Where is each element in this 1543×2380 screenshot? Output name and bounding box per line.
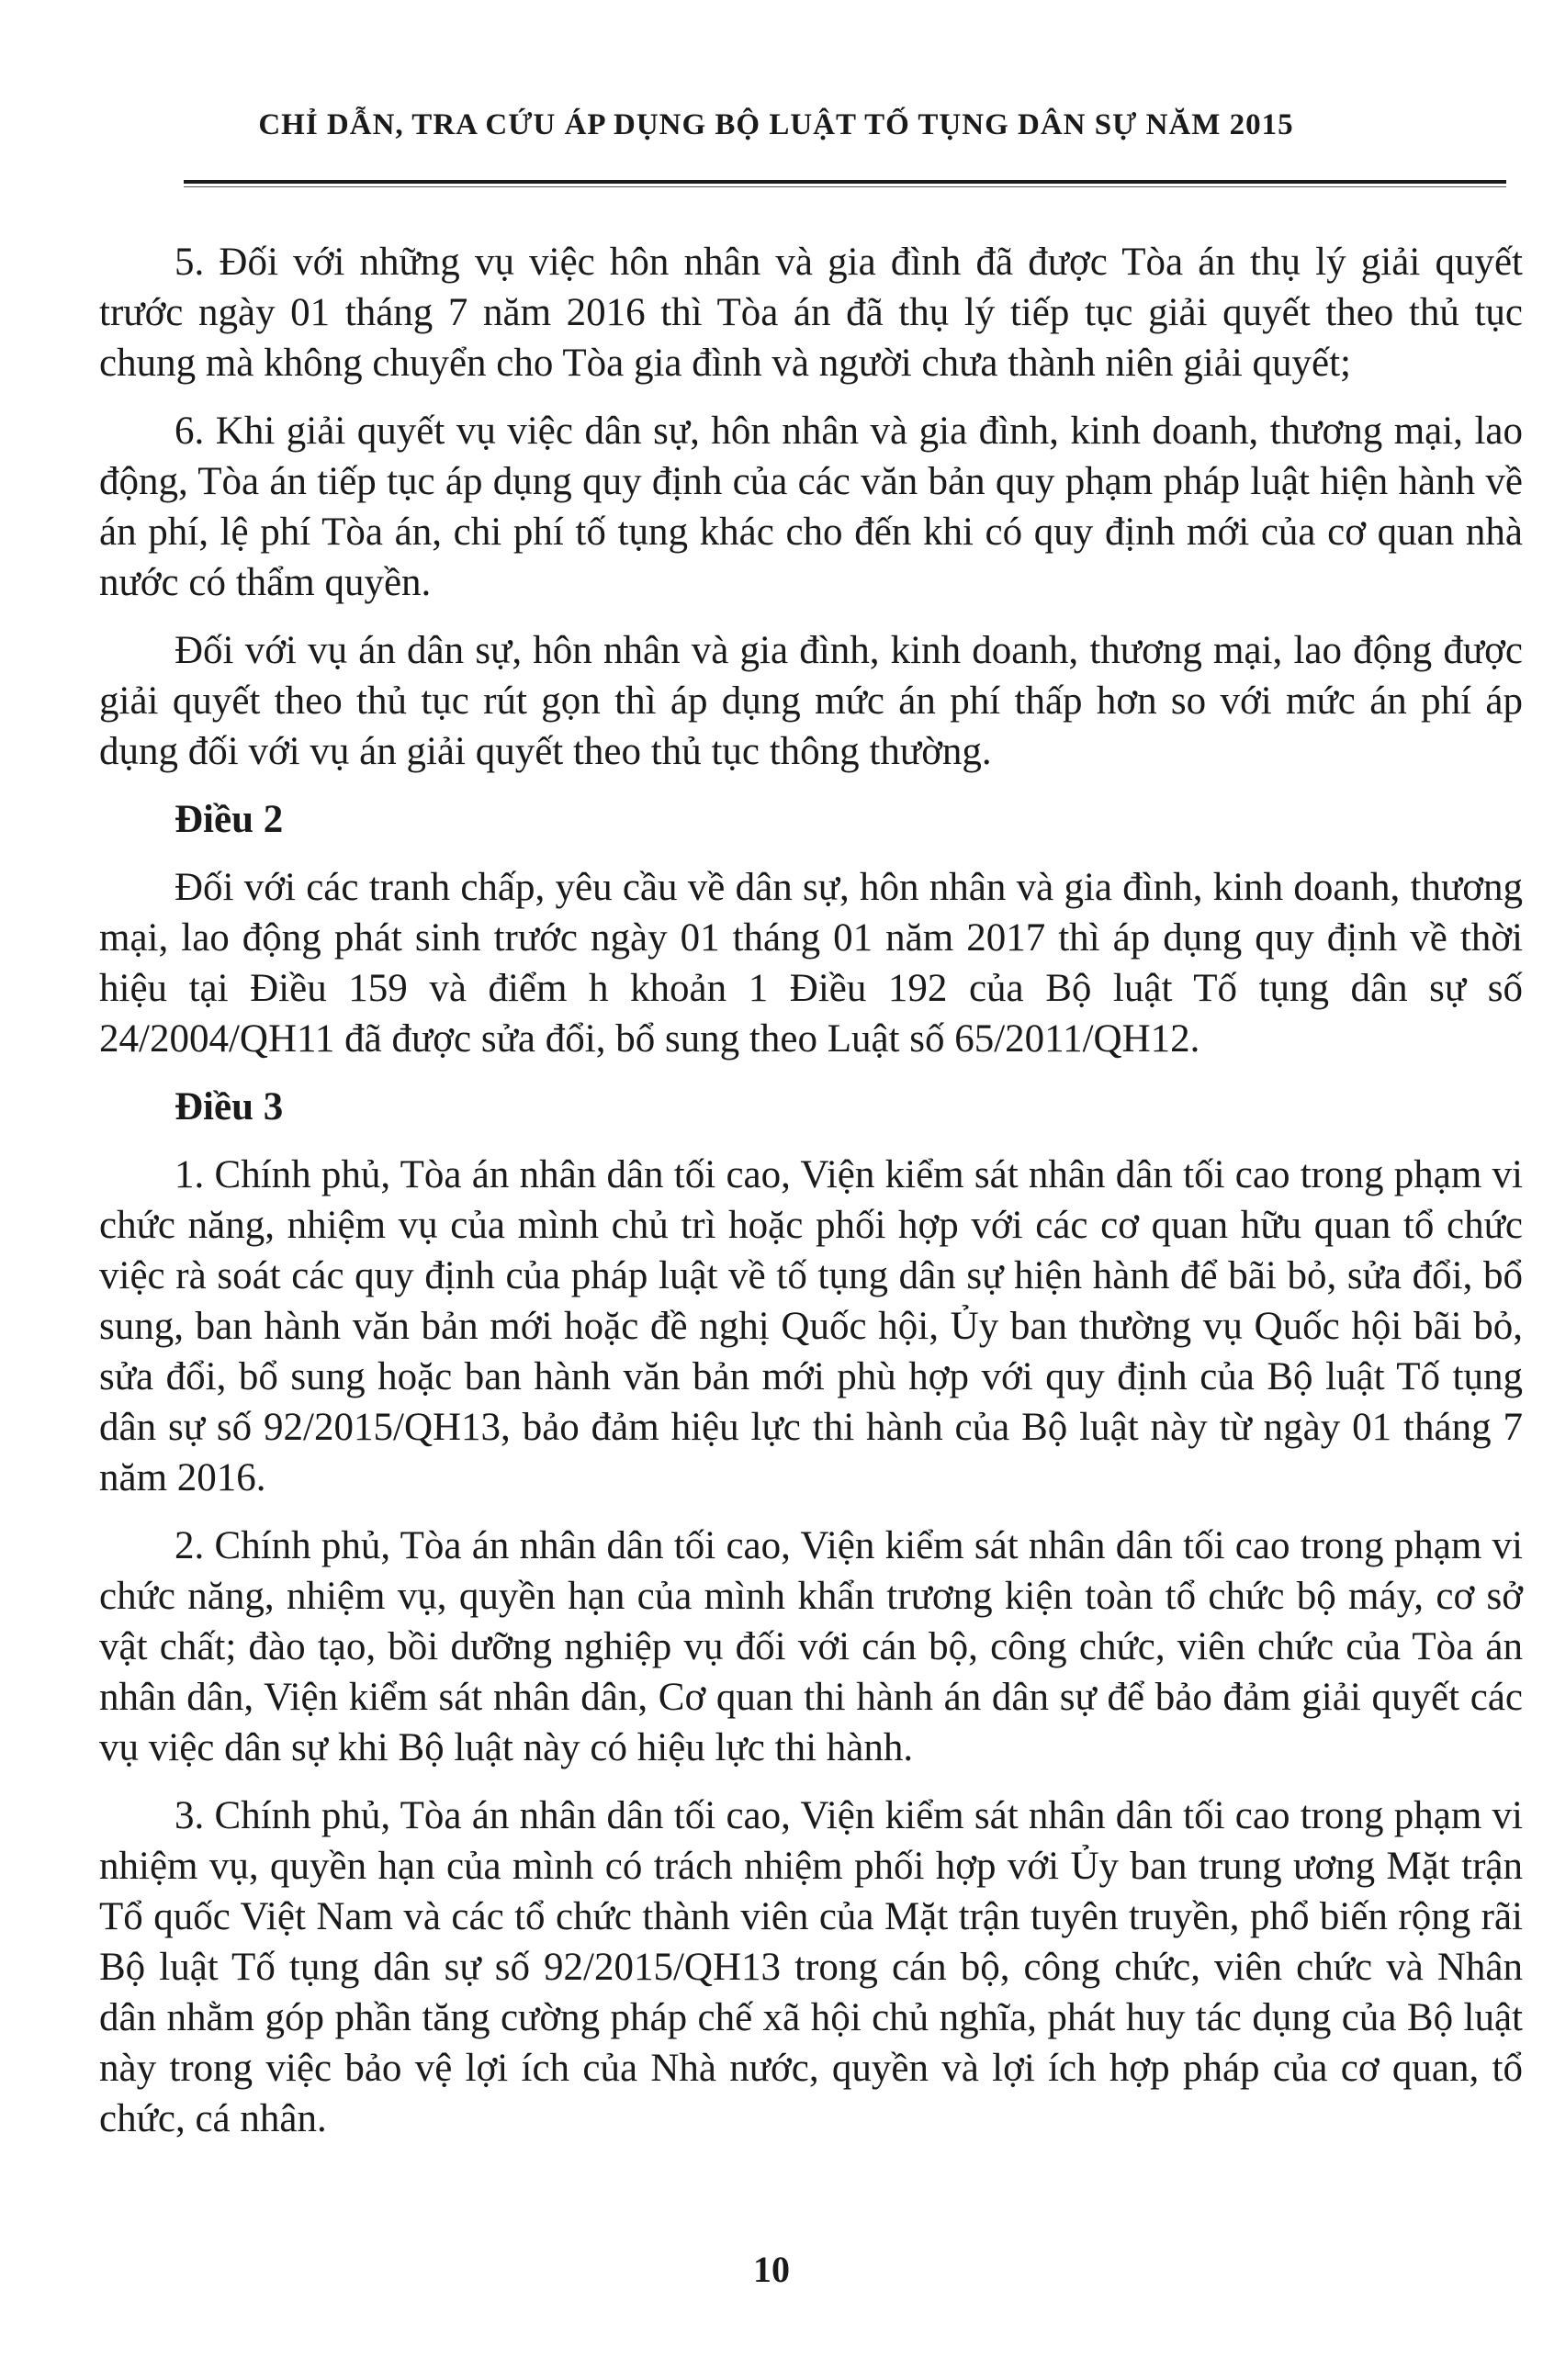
article-3-heading: Điều 3 [175,1085,284,1128]
paragraph-item-5: 5. Đối với những vụ việc hôn nhân và gia đình đã được Tòa án thụ lý giải quyết trước ngày 01 tháng 7 năm 2016 thì Tòa án đã thụ lý tiếp tục giải quyết theo thủ tục chung mà không chuyển cho Tòa gia đình và người chưa thành niên giải quyết; [99,241,1523,385]
body-text [99,237,1523,2161]
article-2-heading: Điều 2 [175,798,284,841]
header-rule [184,180,1506,184]
article-3-clause-2: 2. Chính phủ, Tòa án nhân dân tối cao, Viện kiểm sát nhân dân tối cao trong phạm vi chức năng, nhiệm vụ, quyền hạn của mình khẩn trương kiện toàn tổ chức bộ máy, cơ sở vật chất; đào tạo, bồi dưỡng nghiệp vụ đối với cán bộ, công chức, viên chức của Tòa án nhân dân, Viện kiểm sát nhân dân, Cơ quan thi hành án dân sự để bảo đảm giải quyết các vụ việc dân sự khi Bộ luật này có hiệu lực thi hành. [99,1524,1523,1769]
article-3-clause-1: 1. Chính phủ, Tòa án nhân dân tối cao, Viện kiểm sát nhân dân tối cao trong phạm vi chức năng, nhiệm vụ của mình chủ trì hoặc phối hợp với các cơ quan hữu quan tổ chức việc rà soát các quy định của pháp luật về tố tụng dân sự hiện hành để bãi bỏ, sửa đổi, bổ sung, ban hành văn bản mới hoặc đề nghị Quốc hội, Ủy ban thường vụ Quốc hội bãi bỏ, sửa đổi, bổ sung hoặc ban hành văn bản mới phù hợp với quy định của Bộ luật Tố tụng dân sự số 92/2015/QH13, bảo đảm hiệu lực thi hành của Bộ luật này từ ngày 01 tháng 7 năm 2016. [99,1153,1523,1499]
article-2-text: Đối với các tranh chấp, yêu cầu về dân sự, hôn nhân và gia đình, kinh doanh, thương mại, lao động phát sinh trước ngày 01 tháng 01 năm 2017 thì áp dụng quy định về thời hiệu tại Điều 159 và điểm h khoản 1 Điều 192 của Bộ luật Tố tụng dân sự số 24/2004/QH11 đã được sửa đổi, bổ sung theo Luật số 65/2011/QH12. [99,866,1523,1061]
article-3-clause-3: 3. Chính phủ, Tòa án nhân dân tối cao, Viện kiểm sát nhân dân tối cao trong phạm vi nhiệm vụ, quyền hạn của mình có trách nhiệm phối hợp với Ủy ban trung ương Mặt trận Tổ quốc Việt Nam và các tổ chức thành viên của Mặt trận tuyên truyền, phổ biến rộng rãi Bộ luật Tố tụng dân sự số 92/2015/QH13 trong cán bộ, công chức, viên chức và Nhân dân nhằm góp phần tăng cường pháp chế xã hội chủ nghĩa, phát huy tác dụng của Bộ luật này trong việc bảo vệ lợi ích của Nhà nước, quyền và lợi ích hợp pháp của cơ quan, tổ chức, cá nhân. [99,1794,1523,2140]
paragraph-item-6-continued: Đối với vụ án dân sự, hôn nhân và gia đình, kinh doanh, thương mại, lao động được giải quyết theo thủ tục rút gọn thì áp dụng mức án phí thấp hơn so với mức án phí áp dụng đối với vụ án giải quyết theo thủ tục thông thường. [99,629,1523,773]
paragraph-item-6: 6. Khi giải quyết vụ việc dân sự, hôn nhân và gia đình, kinh doanh, thương mại, lao động, Tòa án tiếp tục áp dụng quy định của các văn bản quy phạm pháp luật hiện hành về án phí, lệ phí Tòa án, chi phí tố tụng khác cho đến khi có quy định mới của cơ quan nhà nước có thẩm quyền. [99,410,1523,604]
page-number: 10 [753,2249,790,2290]
header-rule-thin [184,186,1506,187]
running-header: CHỈ DẪN, TRA CỨU ÁP DỤNG BỘ LUẬT TỐ TỤNG DÂN SỰ NĂM 2015 [258,108,1294,141]
